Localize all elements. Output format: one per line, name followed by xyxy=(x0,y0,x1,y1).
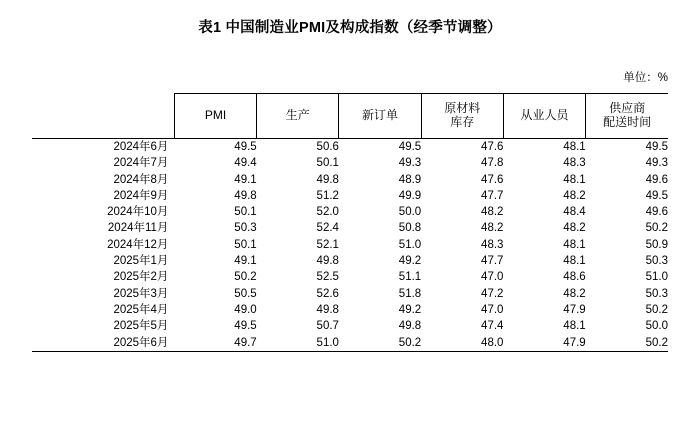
page-title: 表1 中国制造业PMI及构成指数（经季节调整） xyxy=(198,20,502,36)
column-header-production: 生产 xyxy=(257,94,339,139)
cell-employment: 48.1 xyxy=(563,255,586,268)
cell-pmi: 50.1 xyxy=(234,206,257,219)
cell-raw-material-inventory: 47.7 xyxy=(481,189,504,202)
cell-production: 50.6 xyxy=(316,141,339,153)
cell-pmi: 49.1 xyxy=(234,255,257,268)
cell-employment: 48.4 xyxy=(563,206,586,219)
column-header-supplier-delivery-time-line2: 配送时间 xyxy=(603,115,652,129)
cell-production: 50.1 xyxy=(316,157,339,170)
cell-pmi: 49.4 xyxy=(234,157,257,170)
document-page xyxy=(0,16,700,423)
table-row xyxy=(32,269,668,285)
cell-raw-material-inventory: 47.0 xyxy=(481,271,504,284)
cell-supplier-delivery: 49.3 xyxy=(645,157,668,170)
cell-supplier-delivery: 49.6 xyxy=(645,206,668,219)
row-month: 2024年6月 xyxy=(113,141,169,153)
table-corner-cell xyxy=(32,94,174,139)
cell-production: 51.2 xyxy=(316,189,339,202)
table-row xyxy=(32,188,668,204)
table-row xyxy=(32,139,668,156)
row-month: 2025年3月 xyxy=(113,287,169,300)
table-header xyxy=(32,94,668,139)
cell-production: 51.0 xyxy=(257,335,339,352)
cell-employment: 48.1 xyxy=(563,320,586,333)
cell-pmi: 50.3 xyxy=(234,222,257,235)
cell-supplier-delivery: 49.6 xyxy=(645,173,668,186)
cell-pmi: 49.5 xyxy=(234,320,257,333)
table-row xyxy=(32,155,668,171)
cell-production: 49.8 xyxy=(316,173,339,186)
row-month: 2025年6月 xyxy=(32,335,174,352)
cell-new-orders: 51.0 xyxy=(398,238,422,251)
cell-supplier-delivery: 50.9 xyxy=(645,238,668,251)
column-header-supplier-delivery-time xyxy=(586,94,668,139)
row-month: 2024年11月 xyxy=(107,222,169,235)
cell-new-orders: 49.8 xyxy=(398,320,422,333)
cell-raw-material-inventory: 47.4 xyxy=(481,320,504,333)
cell-employment: 48.2 xyxy=(563,287,586,300)
cell-pmi: 49.5 xyxy=(234,141,257,153)
cell-employment: 48.2 xyxy=(563,222,586,235)
cell-pmi: 49.1 xyxy=(234,173,257,186)
cell-employment: 48.1 xyxy=(563,173,586,186)
cell-production: 52.4 xyxy=(316,222,339,235)
table-row xyxy=(32,220,668,236)
cell-new-orders: 49.9 xyxy=(398,189,422,202)
cell-production: 52.1 xyxy=(316,238,339,251)
row-month: 2025年5月 xyxy=(113,320,169,333)
cell-production: 52.6 xyxy=(316,287,339,300)
cell-supplier-delivery: 50.3 xyxy=(645,287,668,300)
cell-pmi: 49.8 xyxy=(234,189,257,202)
cell-pmi: 49.0 xyxy=(234,303,257,316)
column-header-new-orders: 新订单 xyxy=(339,94,421,139)
table-row xyxy=(32,172,668,188)
cell-raw-material-inventory: 47.2 xyxy=(481,287,504,300)
cell-raw-material-inventory: 47.6 xyxy=(481,141,504,153)
row-month: 2024年8月 xyxy=(113,173,169,186)
cell-supplier-delivery: 50.3 xyxy=(645,255,668,268)
cell-supplier-delivery: 49.5 xyxy=(645,141,668,153)
cell-raw-material-inventory: 47.0 xyxy=(481,303,504,316)
cell-new-orders: 51.1 xyxy=(398,271,422,284)
unit-note: 单位：% xyxy=(623,72,668,84)
cell-pmi: 50.5 xyxy=(234,287,257,300)
cell-production: 50.7 xyxy=(316,320,339,333)
cell-employment: 48.3 xyxy=(563,157,586,170)
cell-production: 49.8 xyxy=(316,303,339,316)
pmi-table xyxy=(32,93,668,352)
table-row xyxy=(32,286,668,302)
table-row xyxy=(32,302,668,318)
row-month: 2024年9月 xyxy=(113,189,169,202)
row-month: 2025年2月 xyxy=(113,271,169,284)
cell-raw-material-inventory: 48.2 xyxy=(481,206,504,219)
cell-new-orders: 49.3 xyxy=(398,157,422,170)
cell-employment: 48.6 xyxy=(563,271,586,284)
cell-new-orders: 50.8 xyxy=(398,222,422,235)
cell-raw-material-inventory: 47.8 xyxy=(481,157,504,170)
cell-employment: 47.9 xyxy=(563,303,586,316)
cell-employment: 48.1 xyxy=(563,238,586,251)
cell-supplier-delivery: 50.2 xyxy=(645,303,668,316)
table-body xyxy=(32,139,668,352)
cell-raw-material-inventory: 48.0 xyxy=(421,335,503,352)
cell-raw-material-inventory: 47.7 xyxy=(481,255,504,268)
column-header-raw-material-inventory-line2: 库存 xyxy=(450,115,475,129)
cell-new-orders: 48.9 xyxy=(398,173,422,186)
cell-supplier-delivery: 50.2 xyxy=(586,335,668,352)
cell-new-orders: 51.8 xyxy=(398,287,422,300)
cell-pmi: 49.7 xyxy=(174,335,256,352)
column-header-raw-material-inventory xyxy=(421,94,503,139)
column-header-supplier-delivery-time-line1: 供应商 xyxy=(609,101,646,116)
cell-supplier-delivery: 50.0 xyxy=(645,320,668,333)
cell-raw-material-inventory: 47.6 xyxy=(481,173,504,186)
cell-employment: 47.9 xyxy=(503,335,585,352)
table-row xyxy=(32,318,668,334)
column-header-raw-material-inventory-line1: 原材料 xyxy=(444,101,481,116)
cell-new-orders: 50.2 xyxy=(339,335,421,352)
row-month: 2024年7月 xyxy=(113,157,169,170)
row-month: 2024年10月 xyxy=(107,206,169,219)
cell-new-orders: 49.2 xyxy=(398,255,422,268)
cell-raw-material-inventory: 48.3 xyxy=(481,238,504,251)
cell-pmi: 50.1 xyxy=(234,238,257,251)
row-month: 2024年12月 xyxy=(107,238,169,251)
cell-production: 49.8 xyxy=(316,255,339,268)
row-month: 2025年4月 xyxy=(113,303,169,316)
cell-production: 52.0 xyxy=(316,206,339,219)
cell-production: 52.5 xyxy=(316,271,339,284)
row-month: 2025年1月 xyxy=(113,255,169,268)
table-container xyxy=(0,93,700,352)
cell-new-orders: 49.2 xyxy=(398,303,422,316)
cell-supplier-delivery: 51.0 xyxy=(645,271,668,284)
table-header-row xyxy=(32,94,668,139)
cell-pmi: 50.2 xyxy=(234,271,257,284)
table-row xyxy=(32,335,668,352)
table-row xyxy=(32,204,668,220)
cell-supplier-delivery: 50.2 xyxy=(645,222,668,235)
column-header-employment: 从业人员 xyxy=(503,94,585,139)
table-row xyxy=(32,253,668,269)
cell-supplier-delivery: 49.5 xyxy=(645,189,668,202)
cell-new-orders: 49.5 xyxy=(398,141,422,153)
cell-employment: 48.1 xyxy=(563,141,586,153)
column-header-pmi: PMI xyxy=(174,94,256,139)
table-row xyxy=(32,237,668,253)
cell-employment: 48.2 xyxy=(563,189,586,202)
cell-new-orders: 50.0 xyxy=(398,206,422,219)
cell-raw-material-inventory: 48.2 xyxy=(481,222,504,235)
